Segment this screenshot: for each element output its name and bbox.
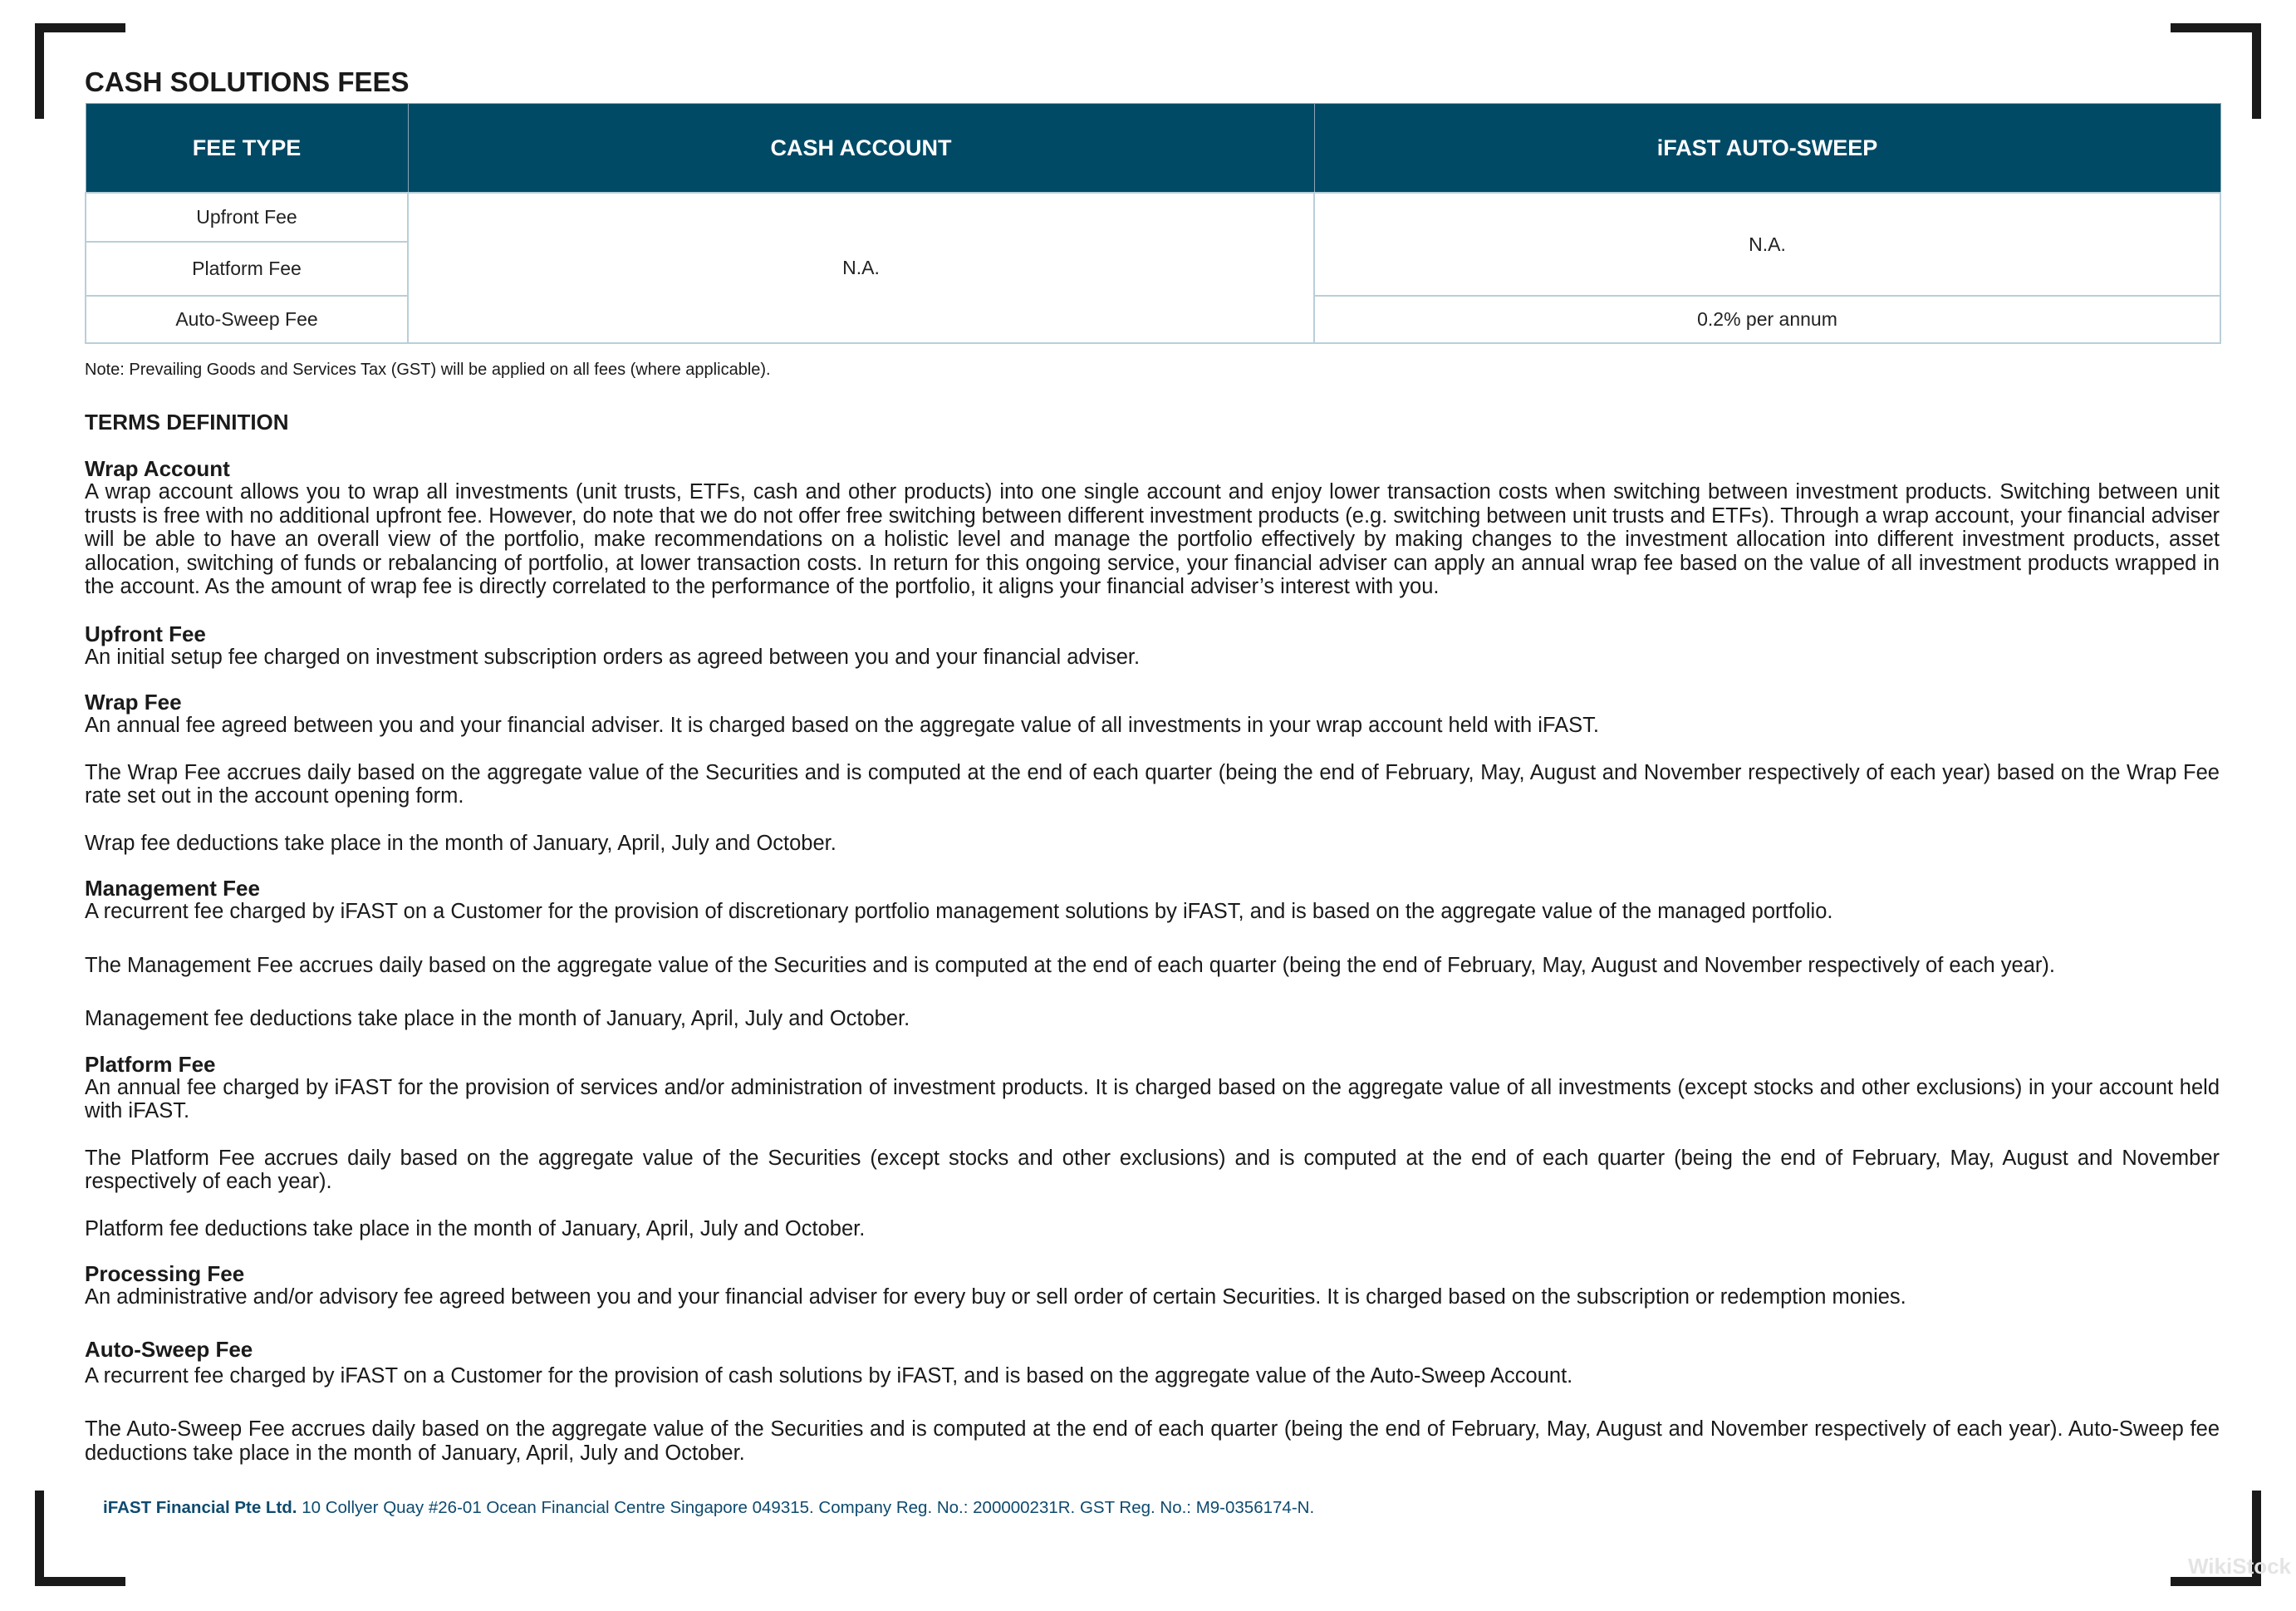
fees-table bbox=[85, 103, 2221, 344]
header-cash-account: CASH ACCOUNT bbox=[408, 104, 1314, 194]
fee-type-cell: Upfront Fee bbox=[86, 193, 408, 242]
term-platform-fee bbox=[85, 1053, 2221, 1241]
term-wrap-fee bbox=[85, 690, 2221, 855]
footer-address: 10 Collyer Quay #26-01 Ocean Financial Centre Singapore 049315. Company Reg. No.: 200000231R. GST Reg. No.: M9-0356174-N. bbox=[302, 1498, 1315, 1517]
auto-sweep-value: N.A. bbox=[1314, 193, 2220, 296]
term-paragraph: Management fee deductions take place in the month of January, April, July and October. bbox=[85, 1007, 910, 1030]
auto-sweep-fee-value: 0.2% per annum bbox=[1314, 296, 2220, 343]
term-paragraph: Wrap fee deductions take place in the month of January, April, July and October. bbox=[85, 831, 836, 855]
cash-account-value: N.A. bbox=[408, 193, 1314, 343]
terms-heading: TERMS DEFINITION bbox=[85, 410, 289, 435]
gst-note: Note: Prevailing Goods and Services Tax (GST) will be applied on all fees (where applicable). bbox=[85, 361, 771, 379]
page-footer bbox=[103, 1498, 1314, 1518]
term-paragraph: The Platform Fee accrues daily based on the aggregate value of the Securities (except stocks and other exclusions) and is computed at the end of each quarter (being the end of February, May, August and November respectively of each year). bbox=[85, 1146, 2220, 1193]
term-name: Auto-Sweep Fee bbox=[85, 1336, 253, 1362]
term-upfront-fee bbox=[85, 622, 2221, 670]
term-paragraph: Platform fee deductions take place in the month of January, April, July and October. bbox=[85, 1216, 866, 1240]
term-name: Management Fee bbox=[85, 876, 260, 901]
term-management-fee bbox=[85, 877, 2221, 1031]
term-name: Wrap Account bbox=[85, 456, 230, 481]
watermark: WikiStock bbox=[2187, 1554, 2291, 1579]
term-name: Wrap Fee bbox=[85, 690, 182, 715]
term-wrap-account bbox=[85, 457, 2221, 599]
term-name: Platform Fee bbox=[85, 1051, 216, 1077]
table-header-row bbox=[86, 104, 2220, 194]
term-paragraph: A wrap account allows you to wrap all investments (unit trusts, ETFs, cash and other products) into one single account and enjoy lower transaction costs when switching between investment products. Switching between unit trusts is free with no additional upfront fee. However, do note that we do not offer free switching between different investment products (e.g. switching between unit trusts and ETFs). Through a wrap account, your financial adviser will be able to have an overall view of the portfolio, make recommendations on a holistic level and manage the portfolio effectively by making changes to the investment allocation into different investment products, asset allocation, switching of funds or rebalancing of portfolio, at lower transaction costs. In return for this ongoing service, your financial adviser can apply an annual wrap fee based on the value of all investment products wrapped in the account. As the amount of wrap fee is directly correlated to the performance of the portfolio, it aligns your financial adviser’s interest with you. bbox=[85, 480, 2220, 598]
term-paragraph: An initial setup fee charged on investment subscription orders as agreed between you and your financial adviser. bbox=[85, 645, 1141, 669]
term-paragraph: The Wrap Fee accrues daily based on the aggregate value of the Securities and is computed at the end of each quarter (being the end of February, May, August and November respectively of each year) based on the Wrap Fee rate set out in the account opening form. bbox=[85, 760, 2220, 808]
table-row bbox=[86, 193, 2220, 242]
term-paragraph: The Management Fee accrues daily based on the aggregate value of the Securities and is computed at the end of each quarter (being the end of February, May, August and November respectively of each year). bbox=[85, 953, 2055, 977]
document-page bbox=[85, 63, 2221, 1465]
header-fee-type: FEE TYPE bbox=[86, 104, 408, 194]
term-paragraph: A recurrent fee charged by iFAST on a Customer for the provision of discretionary portfolio management solutions by iFAST, and is based on the aggregate value of the managed portfolio. bbox=[85, 900, 1833, 923]
header-auto-sweep: iFAST AUTO-SWEEP bbox=[1314, 104, 2220, 194]
term-processing-fee bbox=[85, 1262, 2221, 1309]
fee-type-cell: Auto-Sweep Fee bbox=[86, 296, 408, 343]
term-name: Upfront Fee bbox=[85, 621, 206, 646]
term-paragraph: An annual fee charged by iFAST for the provision of services and/or administration of investment products. It is charged based on the aggregate value of all investments (except stocks and other exclusions) in your account held with iFAST. bbox=[85, 1075, 2220, 1122]
term-auto-sweep-fee bbox=[85, 1338, 2221, 1466]
term-name: Processing Fee bbox=[85, 1261, 245, 1286]
fee-type-cell: Platform Fee bbox=[86, 242, 408, 296]
term-paragraph: A recurrent fee charged by iFAST on a Customer for the provision of cash solutions by iFAST, and is based on the aggregate value of the Auto-Sweep Account. bbox=[85, 1363, 1573, 1388]
footer-company: iFAST Financial Pte Ltd. bbox=[103, 1498, 297, 1517]
term-paragraph: The Auto-Sweep Fee accrues daily based on the aggregate value of the Securities and is computed at the end of each quarter (being the end of February, May, August and November respectively of each year). Auto-Sweep fee deductions take place in the month of January, April, July and October. bbox=[85, 1417, 2220, 1465]
term-paragraph: An annual fee agreed between you and your financial adviser. It is charged based on the aggregate value of all investments in your wrap account held with iFAST. bbox=[85, 714, 1599, 737]
page-title: CASH SOLUTIONS FEES bbox=[85, 66, 410, 97]
term-paragraph: An administrative and/or advisory fee agreed between you and your financial adviser for every buy or sell order of certain Securities. It is charged based on the subscription or redemption monies. bbox=[85, 1285, 1906, 1309]
